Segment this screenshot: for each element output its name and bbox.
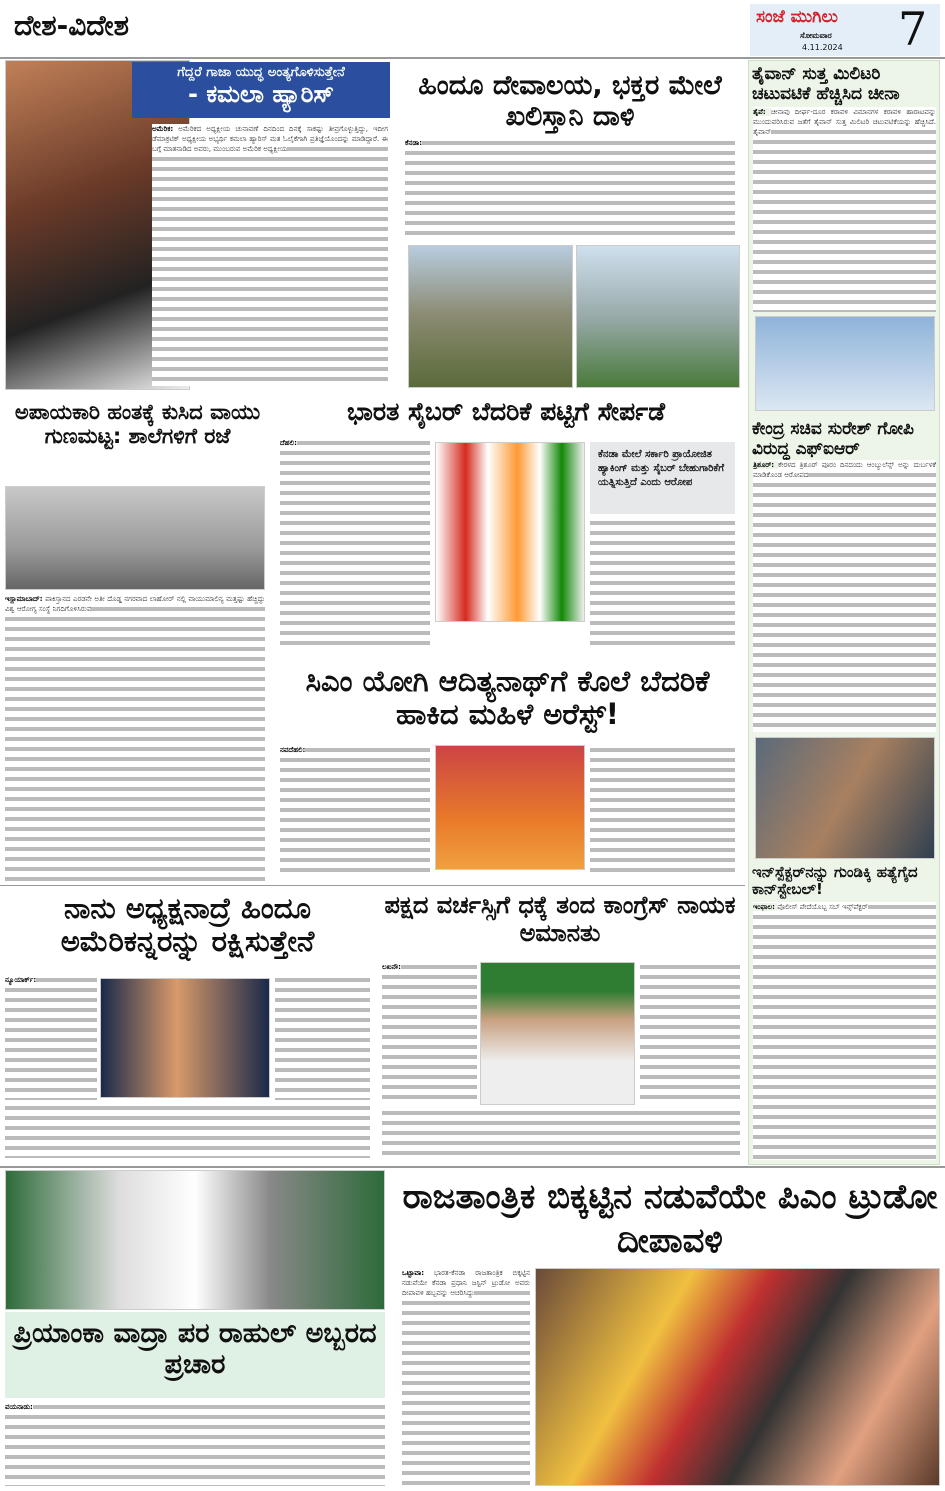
temple-photo-2 [576,245,740,388]
masthead-day: ಸೋಮವಾರ [800,31,832,40]
divider [0,885,745,886]
masthead [750,4,940,56]
divider-2 [0,1166,945,1168]
gopi-photo [755,737,935,859]
yogi-photo [435,745,585,870]
diwali-photo [535,1268,940,1486]
temple-headline: ಹಿಂದೂ ದೇವಾಲಯ, ಭಕ್ತರ ಮೇಲೆ ಖಲಿಸ್ತಾನಿ ದಾಳಿ [418,70,722,133]
congress-body-2 [640,962,740,1102]
kamala-dateline: ಅಮೆರಿಕ: [152,125,174,133]
gopi-dateline: ತ್ರಿಶೂರ್: [753,461,775,469]
taiwan-dateline: ತೈಪೆ: [753,108,766,116]
congress-body [382,962,477,1102]
taiwan-body [753,107,936,312]
jets-photo [755,316,935,411]
cyber-dateline: ದೆಹಲಿ: [280,439,297,447]
air-headline: ಅಪಾಯಕಾರಿ ಹಂತಕ್ಕೆ ಕುಸಿದ ವಾಯು ಗುಣಮಟ್ಟ: ಶಾಲೆಗಳಿಗೆ ರಜೆ [14,400,261,449]
cyber-kicker-box [590,442,735,514]
masthead-date: 4.11.2024 [802,43,843,52]
trump-body [5,975,97,1100]
congress-dateline: ಲಖನೌ: [382,963,401,971]
kamala-headline-box [132,62,390,118]
cyber-body-2 [590,518,735,650]
yogi-dateline: ನವದೆಹಲಿ: [280,746,306,754]
priyanka-body [5,1402,385,1486]
inspector-lead: ಪೊಲೀಸ್ ಪೇದೆಯೊಬ್ಬ ಸಬ್ ಇನ್ಸ್‌ಪೆಕ್ಟರ್ [777,903,868,911]
top-rule [0,57,945,59]
inspector-dateline: ಇಂಫಾಲ: [753,903,775,911]
priyanka-headline: ಪ್ರಿಯಾಂಕಾ ವಾದ್ರಾ ಪರ ರಾಹುಲ್ ಅಬ್ಬರದ ಪ್ರಚಾರ [5,1312,385,1398]
smog-photo [5,486,265,590]
trump-headline: ನಾನು ಅಧ್ಯಕ್ಷನಾದ್ರೆ ಹಿಂದೂ ಅಮೆರಿಕನ್ನರನ್ನು ರಕ್ಷಿಸುತ್ತೇನೆ [60,891,315,959]
air-dateline: ಇಸ್ಲಾಮಾಬಾದ್: [5,595,43,603]
yogi-headline: ಸಿಎಂ ಯೋಗಿ ಆದಿತ್ಯನಾಥ್‌ಗೆ ಕೊಲೆ ಬೆದರಿಕೆ ಹಾಕಿದ ಮಹಿಳೆ ಅರೆಸ್ಟ್! [305,664,710,732]
air-lead: ಪಾಕಿಸ್ತಾನದ ಎರಡನೇ ಅತೀ ದೊಡ್ಡ ನಗರವಾದ ಲಾಹೋರ್ ನಲ್ಲಿ ವಾಯುಮಾಲಿನ್ಯ ಮತ್ತಷ್ಟು ಹೆಚ್ಚಿದ್ದು ವಿಶ್ವ ಆರೋಗ್ಯ ಸಂಸ್ಥೆ ನಿಗದಿಗೊಳಿಸಿರುವ [5,595,265,613]
kamala-body [152,124,388,386]
trump-body-2 [275,975,370,1100]
priyanka-rahul-photo [5,1170,385,1310]
inspector-body [753,902,936,1160]
masthead-logo: ಸಂಜೆ ಮುಗಿಲು [756,7,838,27]
trudeau-lead: ಭಾರತ-ಕೆನಡಾ ರಾಜತಾಂತ್ರಿಕ ಬಿಕ್ಕಟ್ಟಿನ ನಡುವೆಯೇ ಕೆನಡಾ ಪ್ರಧಾನಿ ಜಸ್ಟಿನ್ ಟ್ರುಡೋ ಅವರು ದೀಪಾವಳಿ ಹಬ್ಬವನ್ನು ಆಚರಿಸಿದ್ದು [402,1269,530,1297]
taiwan-lead: ಚೀನಾವು ದೀರ್ಘ-ದೂರ ಕರಾವಳಿ ವಿಮಾನಗಳ ಕರಾವಳಿ ಹಾರಾಟವನ್ನು ಮುಂದುವರಿಸಿರುವ ಜತೆಗೆ ತೈವಾನ್ ಸುತ್ತ ಮಿಲಿಟರಿ ಚಟುವಟಿಕೆಯನ್ನು ಹೆಚ್ಚಿಸಿದೆ. ತೈವಾನ್ [753,108,936,136]
temple-photo-1 [408,245,573,388]
temple-dateline: ಕೆನಡಾ: [405,139,423,147]
kamala-lead: ಅಮೆರಿಕದ ಅಧ್ಯಕ್ಷೀಯ ಚುನಾವಣೆ ದಿನದಿಂದ ದಿನಕ್ಕೆ ಸಾಕಷ್ಟು ತೀವ್ರಗೊಳ್ಳುತ್ತಿದ್ದು, ಇದೀಗ ಡೆಮಾಕ್ರಟಿಕ್ ಅಧ್ಯಕ್ಷೀಯ ಅಭ್ಯರ್ಥಿ ಕಮಲಾ ಹ್ಯಾರಿಸ್ ಮತ ಓಲೈಕೆಗಾಗಿ ಪ್ರತಿಜ್ಞೆಯೊಂದನ್ನು ಮಾಡಿದ್ದಾರೆ. ಈ ಬಗ್ಗೆ ಮಾತನಾಡಿದ ಅವರು, ಮುಂಬರುವ ಅಮೆರಿಕ ಅಧ್ಯಕ್ಷೀಯ [152,125,388,153]
kamala-kicker: ಗೆದ್ದರೆ ಗಾಜಾ ಯುದ್ಧ ಅಂತ್ಯಗೊಳಿಸುತ್ತೇನೆ [177,65,345,80]
section-title: ದೇಶ-ವಿದೇಶ [14,9,129,42]
page-number: 7 [898,2,928,56]
trump-body-3 [5,1103,370,1158]
air-body [5,594,265,884]
kamala-headline: - ಕಮಲಾ ಹ್ಯಾರಿಸ್ [188,80,334,108]
cyber-headline: ಭಾರತ ಸೈಬರ್ ಬೆದರಿಕೆ ಪಟ್ಟಿಗೆ ಸೇರ್ಪಡೆ [346,397,666,426]
yogi-body-2 [590,745,735,875]
cyber-kicker: ಕೆನಡಾ ಮೇಲೆ ಸರ್ಕಾರಿ ಪ್ರಾಯೋಜಿತ ಹ್ಯಾಕಿಂಗ್ ಮತ್ತು ಸೈಬರ್ ಬೇಹುಗಾರಿಕೆಗೆ ಯತ್ನಿಸುತ್ತಿದೆ ಎಂದು ಆರೋಪ [598,449,725,488]
gopi-body [753,460,936,732]
taiwan-headline: ತೈವಾನ್ ಸುತ್ತ ಮಿಲಿಟರಿ ಚಟುವಟಿಕೆ ಹೆಚ್ಚಿಸಿದ ಚೀನಾ [752,64,900,104]
trump-photo [100,978,270,1098]
cyber-body [280,438,430,650]
gopi-headline: ಕೇಂದ್ರ ಸಚಿವ ಸುರೇಶ್ ಗೋಪಿ ವಿರುದ್ಧ ಎಫ್‌ಐಆರ್ [752,419,914,459]
trudeau-headline: ರಾಜತಾಂತ್ರಿಕ ಬಿಕ್ಕಟ್ಟಿನ ನಡುವೆಯೇ ಪಿಎಂ ಟ್ರುಡೋ ದೀಪಾವಳಿ [402,1177,938,1262]
yogi-body [280,745,430,875]
temple-body [405,138,735,238]
trump-dateline: ನ್ಯೂಯಾರ್ಕ್: [5,976,37,984]
trudeau-body [402,1268,530,1486]
trudeau-dateline: ಒಟ್ಟಾವಾ: [402,1269,425,1277]
congress-headline: ಪಕ್ಷದ ವರ್ಚಸ್ಸಿಗೆ ಧಕ್ಕೆ ತಂದ ಕಾಂಗ್ರೆಸ್ ನಾಯಕ ಅಮಾನತು [384,891,736,947]
gopi-lead: ಕೇರಳದ ತ್ರಿಶೂರ್ ಪೂರಂ ದಿನದಂದು ಆಂಬ್ಯುಲೆನ್ಸ್ ಅನ್ನು ದುರ್ಬಳಕೆ ಮಾಡಿಕೊಂಡ ಆರೋಪದ [753,461,936,479]
priyanka-dateline: ವಯನಾಡು: [5,1403,33,1411]
rahul-photo [480,962,635,1105]
inspector-headline: ಇನ್‌ಸ್ಪೆಕ್ಟರ್‌ನನ್ನು ಗುಂಡಿಕ್ಕಿ ಹತ್ಯೆಗೈದ ಕಾನ್‌ಸ್ಟೇಬಲ್! [752,863,918,899]
flags-photo [435,442,585,622]
congress-body-3 [382,1108,740,1160]
